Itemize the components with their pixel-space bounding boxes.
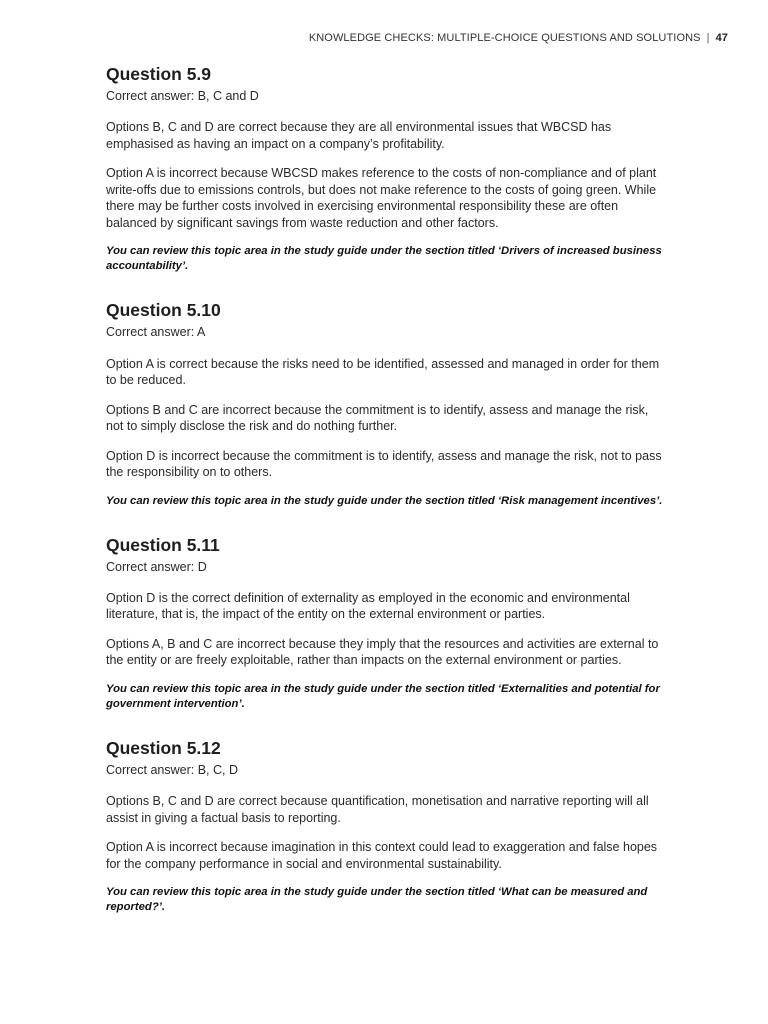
correct-answer: Correct answer: D [106, 559, 207, 574]
correct-answer: Correct answer: B, C and D [106, 89, 259, 103]
explanation-paragraph: Options A, B and C are incorrect because they imply that the resources and activities are external to the entity or are freely exploitable, rather than impacts on the external environment or parties. [106, 636, 659, 668]
question-title: Question 5.9 [106, 64, 212, 84]
correct-answer: Correct answer: B, C, D [106, 762, 238, 777]
explanation-paragraph: Options B, C and D are correct because they are all environmental issues that WBCSD has emphasised as having an impact on a company’s profitability. [106, 120, 612, 151]
review-note: You can review this topic area in the study guide under the section titled ‘What can be measured and reported?’. [106, 886, 648, 914]
review-note: You can review this topic area in the study guide under the section titled ‘Externalities and potential for government intervention’. [106, 682, 660, 710]
correct-answer: Correct answer: A [106, 325, 206, 340]
explanation-paragraph: Option A is incorrect because imagination in this context could lead to exaggeration and false hopes for the company performance in social and environmental sustainability. [106, 840, 658, 871]
question-title: Question 5.12 [106, 737, 221, 758]
page-content [106, 64, 666, 941]
explanation-paragraph: Option D is the correct definition of externality as employed in the economic and environmental literature, that is, the impact of the entity on the external environment or parties. [106, 590, 630, 622]
running-header [309, 32, 728, 44]
question-5-9 [106, 64, 666, 274]
question-title: Question 5.10 [106, 300, 221, 321]
page-number: 47 [715, 32, 728, 44]
question-5-12 [106, 738, 666, 915]
question-5-10 [106, 300, 666, 508]
explanation-paragraph: Options B and C are incorrect because the commitment is to identify, assess and manage the risk, not to simply disclose the risk and do nothing further. [106, 402, 649, 434]
explanation-paragraph: Option A is incorrect because WBCSD makes reference to the costs of non-compliance and of plant write-offs due to emissions controls, but does not make reference to the costs of going green. While there may be further costs involved in exercising environmental responsibility these are often balanced by significant savings from waste reduction and other factors. [106, 166, 657, 230]
explanation-paragraph: Option A is correct because the risks need to be identified, assessed and managed in order for them to be reduced. [106, 356, 660, 388]
explanation-paragraph: Option D is incorrect because the commitment is to identify, assess and manage the risk, not to pass the responsibility on to others. [106, 448, 662, 480]
running-title: KNOWLEDGE CHECKS: MULTIPLE-CHOICE QUESTIONS AND SOLUTIONS [308, 32, 701, 44]
review-note: You can review this topic area in the study guide under the section titled ‘Risk management incentives’. [106, 494, 663, 507]
review-note: You can review this topic area in the study guide under the section titled ‘Drivers of increased business accountability’. [106, 245, 662, 273]
explanation-paragraph: Options B, C and D are correct because quantification, monetisation and narrative reporting will all assist in giving a factual basis to reporting. [106, 794, 649, 825]
header-separator: | [706, 32, 710, 44]
question-title: Question 5.11 [106, 534, 220, 555]
question-5-11 [106, 535, 666, 712]
